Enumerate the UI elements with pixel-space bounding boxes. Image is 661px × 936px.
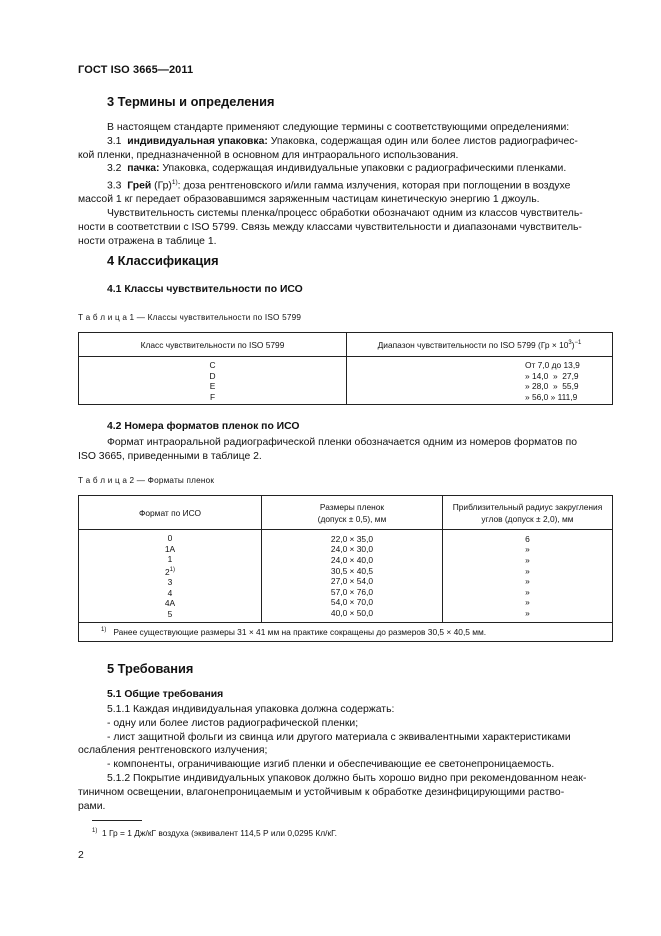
page-number: 2 [78, 850, 84, 861]
class-cell [79, 357, 347, 405]
section-5-body [78, 703, 613, 813]
header-line: Приблизительный радиус закругления [452, 501, 603, 512]
radius-value: » [525, 597, 530, 608]
header-text: Диапазон чувствительности по ISO 5799 (Гр × 10 [377, 339, 569, 350]
size-value: 54,0 × 70,0 [330, 597, 374, 608]
range-value: » 28,0 » 55,9 [525, 381, 579, 392]
note-line-3: ности отражена в таблице 1. [78, 235, 217, 247]
range-cell [347, 357, 613, 405]
size-value: 24,0 × 40,0 [330, 555, 374, 566]
format-value: 0 [167, 533, 173, 543]
format-value: 4 [167, 587, 173, 598]
header-sup: 3 [568, 339, 572, 346]
term-3-3 [78, 176, 613, 193]
table-row [79, 530, 613, 623]
list-item: - одну или более листов радиографической пленки; [107, 717, 359, 729]
list-item: - компоненты, ограничивающие изгиб пленки и обеспечивающие ее светонепроницаемость. [107, 759, 555, 771]
table-footnote [79, 622, 613, 641]
header-sup: −1 [574, 339, 582, 346]
format-cell [79, 530, 262, 623]
class-value: F [209, 391, 216, 402]
footnote-text: 1 Гр = 1 Дж/кГ воздуха (эквивалент 114,5 Р или 0,0295 Кл/кГ. [102, 828, 337, 838]
range-value: От 7,0 до 13,9 [525, 360, 580, 370]
term-name: индивидуальная упаковка: [127, 135, 268, 147]
size-value: 22,0 × 35,0 [330, 533, 374, 544]
intro-text: В настоящем стандарте применяют следующие термины с соответствующими определениями: [107, 122, 570, 133]
term-3-1 [78, 135, 613, 149]
text-line: Формат интраоральной радиографической пленки обозначается одним из номеров форматов по [107, 437, 578, 448]
range-value: » 14,0 » 27,9 [525, 370, 579, 381]
section-3-body [78, 121, 613, 249]
note-line-1: Чувствительность системы пленка/процесс обработки обозначают одним из классов чувствитель- [107, 208, 583, 220]
term-name: пачка: [127, 163, 160, 175]
header-line: углов (допуск ± 2,0), мм [481, 513, 574, 524]
subsection-5-1-title: 5.1 Общие требования [107, 689, 224, 700]
table-1-caption: Т а б л и ц а 1 — Классы чувствительности по ISO 5799 [78, 313, 302, 322]
class-value: E [209, 381, 216, 392]
list-item: - лист защитной фольги из свинца или другого материала с эквивалентными характеристиками [107, 731, 571, 743]
term-number: 3.2 [107, 163, 122, 175]
header-line: (допуск ± 0,5), мм [317, 513, 387, 524]
subsection-4-2-title: 4.2 Номера форматов пленок по ИСО [107, 421, 300, 432]
table-header-row [79, 333, 613, 357]
term-3-1-cont: кой пленки, предназначенной в основном для интраорального использования. [78, 149, 459, 161]
column-header [443, 496, 613, 530]
term-definition: : доза рентгеновского и/или гамма излучения, которая при поглощении в воздухе [177, 180, 571, 192]
format-value: 1 [167, 554, 173, 565]
size-value: 57,0 × 76,0 [330, 586, 374, 597]
footnote-mark: 1) [92, 828, 98, 835]
column-header: Класс чувствительности по ISO 5799 [79, 333, 347, 357]
note-line-2: ности в соответствии с ISO 5799. Связь между классами чувствительности и диапазонами чувствитель- [78, 222, 582, 234]
radius-value: » [525, 576, 530, 587]
subsection-4-2-body [78, 436, 613, 464]
text-line: тиничном освещении, влагонепроницаемым и устойчивым к обработке дезинфицирующими раство- [78, 786, 565, 798]
text-line: ISO 3665, приведенными в таблице 2. [78, 450, 262, 462]
table-2 [78, 495, 613, 642]
section-5-title: 5 Требования [107, 661, 194, 676]
column-header [347, 333, 613, 357]
footnote-text: Ранее существующие размеры 31 × 41 мм на практике сокращены до размеров 30,5 × 40,5 мм. [113, 626, 487, 637]
section-4-title: 4 Классификация [107, 253, 219, 268]
list-item-cont: ослабления рентгеновского излучения; [78, 745, 268, 757]
term-name: Грей [127, 180, 152, 192]
footnote-ref: 1) [171, 179, 178, 187]
size-value: 27,0 × 54,0 [330, 576, 374, 587]
text-line: рами. [78, 800, 106, 812]
radius-value: » [525, 608, 530, 619]
size-value: 24,0 × 30,0 [330, 544, 374, 555]
term-definition: Упаковка, содержащая индивидуальные упаковки с радиографическими пленками. [162, 163, 567, 175]
footnote-ref: 1) [169, 566, 175, 573]
class-value: C [209, 360, 216, 370]
text-line: 5.1.2 Покрытие индивидуальных упаковок должно быть хорошо видно при рекомендованном неак- [107, 772, 587, 784]
size-cell [262, 530, 443, 623]
class-value: D [209, 370, 216, 381]
table-row [79, 357, 613, 405]
format-value: 5 [167, 608, 173, 619]
format-number: 2 [164, 566, 170, 577]
document-header: ГОСТ ISO 3665—2011 [78, 64, 194, 76]
radius-cell [443, 530, 613, 623]
format-value: 4A [164, 598, 176, 609]
page-footnote [92, 828, 337, 838]
column-header: Формат по ИСО [79, 496, 262, 530]
table-1 [78, 332, 613, 405]
term-number: 3.1 [107, 135, 122, 147]
subsection-4-1-title: 4.1 Классы чувствительности по ИСО [107, 284, 303, 295]
footnote-mark: 1) [101, 626, 107, 633]
radius-value: » [525, 586, 530, 597]
format-value: 3 [167, 577, 173, 588]
term-number: 3.3 [107, 180, 122, 192]
term-definition: Упаковка, содержащая один или более листов радиографичес- [270, 135, 578, 147]
format-value [79, 565, 261, 577]
table-2-caption: Т а б л и ц а 2 — Форматы пленок [78, 476, 215, 485]
radius-value: 6 [525, 533, 530, 544]
footnote-rule [92, 820, 142, 821]
format-value: 1A [164, 543, 176, 554]
term-3-2 [78, 162, 613, 176]
radius-value: » [525, 555, 530, 566]
section-3-title: 3 Термины и определения [107, 94, 275, 109]
header-line: Размеры пленок [319, 501, 385, 512]
size-value: 40,0 × 50,0 [330, 608, 374, 619]
term-3-3-cont: массой 1 кг передает образовавшимся заряженным частицам кинетическую энергию 1 джоуль. [78, 194, 540, 206]
table-footnote-row [79, 622, 613, 641]
term-unit: (Гр) [154, 180, 172, 192]
header-text-end: ) [571, 339, 575, 350]
text-line: 5.1.1 Каждая индивидуальная упаковка должна содержать: [107, 704, 395, 715]
table-header-row [79, 496, 613, 530]
column-header [262, 496, 443, 530]
radius-value: » [525, 565, 530, 576]
size-value: 30,5 × 40,5 [330, 565, 374, 576]
radius-value: » [525, 544, 530, 555]
range-value: » 56,0 » 111,9 [525, 391, 578, 402]
